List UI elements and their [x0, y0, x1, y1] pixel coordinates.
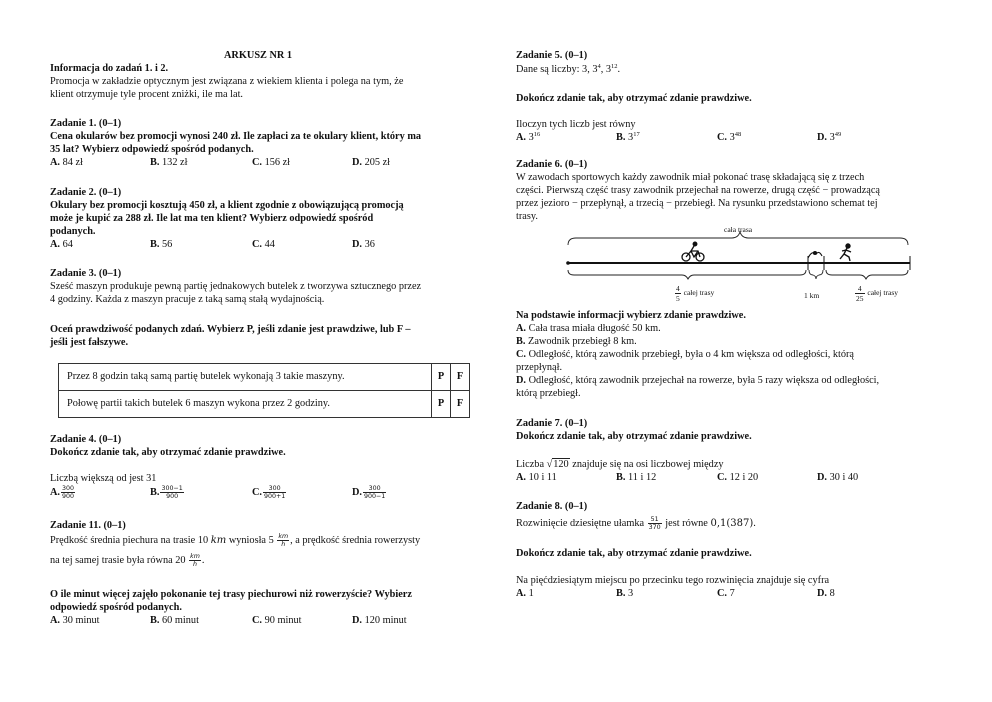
- task-1-question: 35 lat? Wybierz odpowiedź spośród podanych.: [50, 144, 254, 155]
- task-1-title: Zadanie 1. (0–1): [50, 118, 122, 129]
- answer-option[interactable]: [516, 349, 854, 362]
- text-segment: znajduje się na osi liczbowej między: [569, 459, 724, 470]
- option-letter: B.: [150, 486, 160, 498]
- answer-option[interactable]: [516, 336, 637, 349]
- text-segment: na tej samej trasie była równa 20: [50, 554, 189, 566]
- denominator: 5: [676, 294, 680, 303]
- option-text: 205 zł: [362, 157, 391, 168]
- task-5-given: [516, 64, 620, 77]
- table-row: [59, 391, 470, 418]
- task-7-stem: [516, 459, 724, 472]
- option-letter: A.: [50, 157, 61, 168]
- answer-option[interactable]: [717, 132, 741, 145]
- numerator: 300: [363, 485, 386, 493]
- answer-option[interactable]: [817, 132, 841, 145]
- text-segment: .: [201, 554, 205, 566]
- exponent: 17: [633, 131, 640, 138]
- option-letter: B.: [616, 472, 626, 483]
- decimal-value: 0,1(387): [710, 517, 754, 529]
- task-11-title: Zadanie 11. (0–1): [50, 520, 126, 531]
- task-11-question: odpowiedź spośród podanych.: [50, 602, 182, 613]
- option-text: 132 zł: [159, 157, 188, 168]
- option-letter: C.: [252, 615, 263, 626]
- task-3-instruction: Oceń prawdziwość podanych zdań. Wybierz P, jeśli zdanie jest prawdziwe, lub F –: [50, 324, 411, 335]
- option-letter: B.: [150, 157, 160, 168]
- task-11-text: [50, 533, 420, 548]
- answer-option[interactable]: [516, 588, 534, 601]
- option-letter: D.: [817, 472, 828, 483]
- answer-option[interactable]: [516, 375, 879, 388]
- option-text: 3: [625, 588, 634, 599]
- task-5-title: Zadanie 5. (0–1): [516, 50, 588, 61]
- option-text-continued: przepłynął.: [516, 362, 563, 373]
- option-letter: B.: [616, 588, 626, 599]
- numerator: 300: [62, 485, 75, 492]
- bike-part-label: [674, 284, 714, 303]
- part-label-text: całej trasy: [867, 288, 898, 298]
- denominator: h: [281, 541, 286, 548]
- answer-option[interactable]: [50, 615, 100, 628]
- task-6-text: części. Pierwszą część trasy zawodnik przejechał na rowerze, drugą część − prowadzącą: [516, 185, 880, 196]
- text-segment: Liczba: [516, 459, 547, 470]
- fraction: [648, 516, 662, 531]
- option-text: 30 minut: [60, 615, 100, 626]
- denominator: 900: [166, 493, 179, 500]
- task-1-question: Cena okularów bez promocji wynosi 240 zł. Ile zapłaci za te okulary klient, który ma: [50, 131, 422, 142]
- answer-f-cell[interactable]: F: [451, 391, 470, 418]
- task-7-title: Zadanie 7. (0–1): [516, 418, 588, 429]
- option-letter: C.: [717, 588, 728, 599]
- option-text: 8: [827, 588, 835, 599]
- text-segment: Dane są liczby: 3, 3: [516, 64, 598, 75]
- bicycle-icon: [682, 242, 704, 261]
- task-2-question: podanych.: [50, 226, 96, 237]
- option-text: Zawodnik przebiegł 8 km.: [525, 336, 637, 347]
- denominator: 370: [648, 524, 661, 531]
- option-letter: C.: [717, 472, 728, 483]
- option-text: 44: [262, 239, 275, 250]
- option-letter: A.: [50, 615, 61, 626]
- denominator: 25: [856, 294, 864, 303]
- answer-option[interactable]: [352, 485, 387, 500]
- unit-km: km: [210, 534, 227, 546]
- denominator: h: [193, 561, 197, 568]
- answer-p-cell[interactable]: P: [432, 391, 451, 418]
- numerator: 300: [263, 485, 286, 493]
- route-point: [566, 261, 570, 265]
- option-text: 36: [362, 239, 375, 250]
- route-diagram: [564, 224, 916, 314]
- option-letter: A.: [516, 132, 527, 143]
- fraction: [61, 485, 75, 500]
- answer-option[interactable]: [252, 615, 302, 628]
- task-8-stem: Na pięćdziesiątym miejscu po przecinku tego rozwinięcia znajduje się cyfra: [516, 575, 830, 586]
- text-segment: .: [753, 517, 756, 529]
- answer-option[interactable]: [352, 615, 407, 628]
- answer-option[interactable]: [150, 485, 185, 500]
- answer-option[interactable]: [252, 485, 287, 500]
- numerator: 300−1: [161, 485, 183, 492]
- answer-option[interactable]: [252, 157, 290, 170]
- option-letter: A.: [516, 472, 527, 483]
- answer-option[interactable]: [516, 323, 661, 336]
- option-text: 11 i 12: [625, 472, 657, 483]
- text-segment: , a prędkość średnia rowerzysty: [290, 534, 421, 546]
- fraction: [277, 533, 289, 548]
- text-segment: , 3: [600, 64, 612, 75]
- answer-option[interactable]: [516, 132, 540, 145]
- text-segment: Prędkość średnia piechura na trasie 10: [50, 534, 211, 546]
- option-letter: D.: [352, 239, 363, 250]
- answer-option[interactable]: [717, 588, 735, 601]
- option-letter: D.: [516, 375, 527, 386]
- answer-option[interactable]: [50, 485, 76, 500]
- option-text: 156 zł: [262, 157, 291, 168]
- bottom-brace-run: [826, 270, 908, 279]
- option-letter: B.: [516, 336, 526, 347]
- text-segment: .: [617, 64, 621, 75]
- option-letter: D.: [352, 486, 363, 498]
- answer-option[interactable]: [150, 239, 172, 252]
- task-4-title: Zadanie 4. (0–1): [50, 434, 122, 445]
- fraction: [363, 485, 386, 500]
- exponent: 48: [734, 131, 742, 138]
- task-3-title: Zadanie 3. (0–1): [50, 268, 122, 279]
- task-8-instruction: Dokończ zdanie tak, aby otrzymać zdanie prawdziwe.: [516, 548, 752, 559]
- fraction: [160, 485, 183, 500]
- option-text-continued: którą przebiegł.: [516, 388, 581, 399]
- numerator: 51: [648, 516, 662, 524]
- option-text: 60 minut: [159, 615, 199, 626]
- option-text: 7: [727, 588, 735, 599]
- option-letter: C.: [516, 349, 527, 360]
- denominator: 900: [62, 493, 75, 500]
- option-text: 64: [60, 239, 73, 250]
- task-6-text: trasy.: [516, 211, 538, 222]
- task-3-text: Sześć maszyn produkuje pewną partię jednakowych butelek z tworzywa sztucznego przez: [50, 281, 422, 292]
- fraction: [855, 284, 865, 303]
- numerator: km: [190, 553, 200, 560]
- task-8-title: Zadanie 8. (0–1): [516, 501, 588, 512]
- answer-option[interactable]: [717, 472, 758, 485]
- info-line: Promocja w zakładzie optycznym jest związana z wiekiem klienta i polega na tym, że: [50, 76, 404, 87]
- option-letter: C.: [252, 486, 263, 498]
- answer-option[interactable]: [150, 615, 199, 628]
- option-letter: C.: [717, 132, 728, 143]
- answer-option[interactable]: [252, 239, 275, 252]
- task-2-question: może je kupić za 288 zł. Ile lat ma ten klient? Wybierz odpowiedź spośród: [50, 213, 374, 224]
- option-text: Cała trasa miała długość 50 km.: [526, 323, 661, 334]
- task-6-title: Zadanie 6. (0–1): [516, 159, 588, 170]
- task-6-text: W zawodach sportowych każdy zawodnik miał pokonać trasę składającą się z trzech: [516, 172, 865, 183]
- true-false-table: [58, 363, 470, 418]
- exponent: 4: [597, 63, 601, 70]
- option-base: 3: [827, 132, 835, 143]
- option-letter: B.: [616, 132, 626, 143]
- bottom-brace-swim: [809, 270, 823, 279]
- option-text: 30 i 40: [827, 472, 859, 483]
- task-3-text: 4 godziny. Każda z maszyn pracuje z taką samą stałą wydajnością.: [50, 294, 325, 305]
- task-2-question: Okulary bez promocji kosztują 450 zł, a klient zgodnie z obowiązującą promocją: [50, 200, 404, 211]
- task-5-instruction: Dokończ zdanie tak, aby otrzymać zdanie prawdziwe.: [516, 93, 752, 104]
- option-letter: A.: [50, 239, 61, 250]
- option-text: Odległość, którą zawodnik przejechał na rowerze, była 5 razy większa od odległości,: [526, 375, 880, 386]
- option-base: 3: [727, 132, 735, 143]
- option-text: 90 minut: [262, 615, 302, 626]
- option-letter: D.: [352, 157, 363, 168]
- part-label-text: całej trasy: [683, 288, 715, 298]
- statement-cell: Przez 8 godzin taką samą partię butelek wykonają 3 takie maszyny.: [59, 364, 432, 391]
- answer-option[interactable]: [616, 588, 633, 601]
- option-letter: C.: [252, 239, 263, 250]
- exponent: 49: [834, 131, 842, 138]
- statement-cell: Połowę partii takich butelek 6 maszyn wykona przez 2 godziny.: [59, 391, 432, 418]
- task-5-stem: Iloczyn tych liczb jest równy: [516, 119, 636, 130]
- option-text: Odległość, którą zawodnik przebiegł, była o 4 km większa od odległości, którą: [526, 349, 854, 360]
- task-2-title: Zadanie 2. (0–1): [50, 187, 122, 198]
- answer-option[interactable]: [616, 132, 640, 145]
- answer-option[interactable]: [817, 472, 858, 485]
- option-letter: B.: [150, 615, 160, 626]
- radicand: 120: [553, 459, 569, 470]
- answer-option[interactable]: [50, 157, 83, 170]
- square-root-icon: √: [546, 459, 553, 470]
- text-segment: jest równe: [662, 517, 711, 529]
- sheet-title: ARKUSZ NR 1: [224, 50, 293, 61]
- option-base: 3: [625, 132, 634, 143]
- table-row: [59, 364, 470, 391]
- task-6-text: przez jezioro − przepłynął, a trzecią − przebiegł. Na rysunku przedstawiono schemat tej: [516, 198, 878, 209]
- option-text: 84 zł: [60, 157, 83, 168]
- answer-option[interactable]: [150, 157, 187, 170]
- answer-option[interactable]: [352, 239, 375, 252]
- option-letter: A.: [50, 486, 61, 498]
- option-letter: A.: [516, 323, 527, 334]
- option-text: 120 minut: [362, 615, 407, 626]
- task-11-text: [50, 553, 204, 568]
- fraction: [263, 485, 286, 500]
- fraction: [675, 284, 681, 303]
- task-4-instruction: Dokończ zdanie tak, aby otrzymać zdanie prawdziwe.: [50, 447, 286, 458]
- task-7-instruction: Dokończ zdanie tak, aby otrzymać zdanie prawdziwe.: [516, 431, 752, 442]
- answer-option[interactable]: [516, 472, 557, 485]
- info-line: klient otrzymuje tyle procent zniżki, ile ma lat.: [50, 89, 244, 100]
- option-letter: C.: [252, 157, 263, 168]
- answer-p-cell[interactable]: P: [432, 364, 451, 391]
- task-8-stem: [516, 516, 756, 531]
- answer-f-cell[interactable]: F: [451, 364, 470, 391]
- numerator: 4: [676, 284, 680, 293]
- numerator: km: [278, 533, 289, 540]
- option-letter: D.: [817, 588, 828, 599]
- numerator: 4: [855, 284, 865, 294]
- denominator: 900−1: [364, 493, 386, 500]
- option-base: 3: [526, 132, 534, 143]
- text-segment: wyniosła 5: [226, 534, 277, 546]
- option-text: 56: [159, 239, 173, 250]
- exponent: 16: [533, 131, 541, 138]
- run-part-label: [854, 284, 898, 303]
- task-11-question: O ile minut więcej zajęło pokonanie tej trasy piechurowi niż rowerzyście? Wybierz: [50, 589, 412, 600]
- option-text: 10 i 11: [526, 472, 557, 483]
- option-letter: A.: [516, 588, 527, 599]
- swim-part-label: 1 km: [804, 291, 820, 300]
- option-text: 1: [526, 588, 534, 599]
- answer-option[interactable]: [352, 157, 390, 170]
- task-6-instruction: Na podstawie informacji wybierz zdanie prawdziwe.: [516, 310, 746, 321]
- bottom-brace-bike: [568, 270, 806, 279]
- option-text: 12 i 20: [727, 472, 759, 483]
- task-3-instruction: jeśli jest fałszywe.: [50, 337, 129, 348]
- text-segment: Rozwinięcie dziesiętne ułamka: [516, 517, 647, 529]
- answer-option[interactable]: [50, 239, 73, 252]
- info-heading: Informacja do zadań 1. i 2.: [50, 63, 169, 74]
- runner-icon: [840, 244, 851, 261]
- answer-option[interactable]: [817, 588, 835, 601]
- task-4-stem: Liczbą większą od jest 31: [50, 473, 157, 484]
- answer-option[interactable]: [616, 472, 656, 485]
- fraction: [189, 553, 201, 568]
- exponent: 12: [611, 63, 618, 70]
- total-route-label: cała trasa: [724, 225, 753, 234]
- swimmer-icon: [808, 252, 822, 259]
- option-letter: D.: [817, 132, 828, 143]
- option-letter: B.: [150, 239, 160, 250]
- denominator: 900+1: [264, 493, 286, 500]
- option-letter: D.: [352, 615, 363, 626]
